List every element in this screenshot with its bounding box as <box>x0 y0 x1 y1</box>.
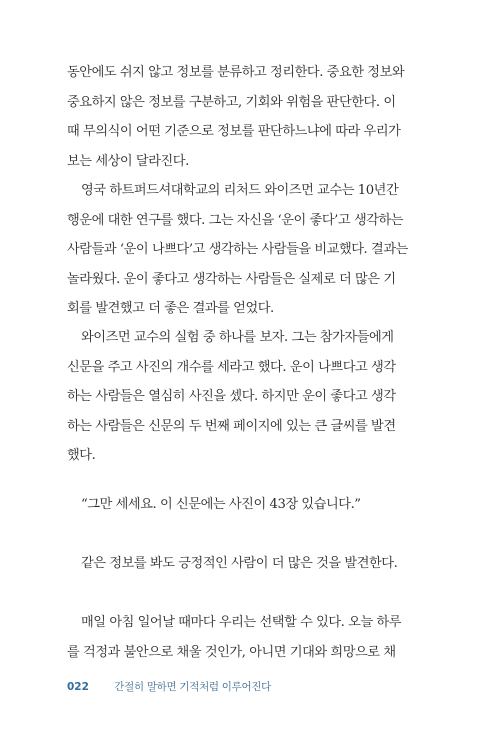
text-line: 를 걱정과 불안으로 채울 것인가, 아니면 기대와 희망으로 채 <box>67 644 396 660</box>
text-line: 때 무의식이 어떤 기준으로 정보를 판단하느냐에 따라 우리가 <box>67 124 401 139</box>
text-line: 동안에도 쉬지 않고 정보를 분류하고 정리한다. 중요한 정보와 <box>67 65 405 80</box>
text-line: 중요하지 않은 정보를 구분하고, 기회와 위험을 판단한다. 이 <box>67 94 396 110</box>
text-line: 하는 사람들은 신문의 두 번째 페이지에 있는 큰 글씨를 발견 <box>67 418 396 434</box>
text-line: 행운에 대한 연구를 했다. 그는 자신을 ‘운이 좋다’고 생각하는 <box>67 212 404 228</box>
running-title: 간절히 말하면 기적처럼 이루어진다 <box>114 681 272 693</box>
page-number: 022 <box>67 681 89 693</box>
text-line: 영국 하트퍼드셔대학교의 리처드 와이즈먼 교수는 10년간 <box>81 183 399 198</box>
quote-line: “그만 세세요. 이 신문에는 사진이 43장 있습니다.” <box>81 497 361 512</box>
text-line: 사람들과 ‘운이 나쁘다’고 생각하는 사람들을 비교했다. 결과는 <box>67 242 408 257</box>
text-line: 와이즈먼 교수의 실험 중 하나를 보자. 그는 참가자들에게 <box>81 330 394 345</box>
paragraph-2 <box>67 176 433 324</box>
quote-paragraph <box>67 490 433 520</box>
text-line: 했다. <box>67 448 96 463</box>
paragraph-1 <box>67 58 433 176</box>
text-line: 같은 정보를 봐도 긍정적인 사람이 더 많은 것을 발견한다. <box>81 556 398 571</box>
text-line: 보는 세상이 달라진다. <box>67 153 189 169</box>
paragraph-3 <box>67 323 433 471</box>
text-line: 매일 아침 일어날 때마다 우리는 선택할 수 있다. 오늘 하루 <box>81 615 402 630</box>
text-line: 하는 사람들은 열심히 사진을 셌다. 하지만 운이 좋다고 생각 <box>67 389 396 404</box>
statement-paragraph <box>67 549 433 579</box>
paragraph-6 <box>67 608 433 667</box>
page-footer <box>67 679 271 694</box>
text-line: 놀라웠다. 운이 좋다고 생각하는 사람들은 실제로 더 많은 기 <box>67 271 396 287</box>
text-line: 회를 발견했고 더 좋은 결과를 얻었다. <box>67 301 274 316</box>
text-line: 신문을 주고 사진의 개수를 세라고 했다. 운이 나쁘다고 생각 <box>67 359 396 375</box>
